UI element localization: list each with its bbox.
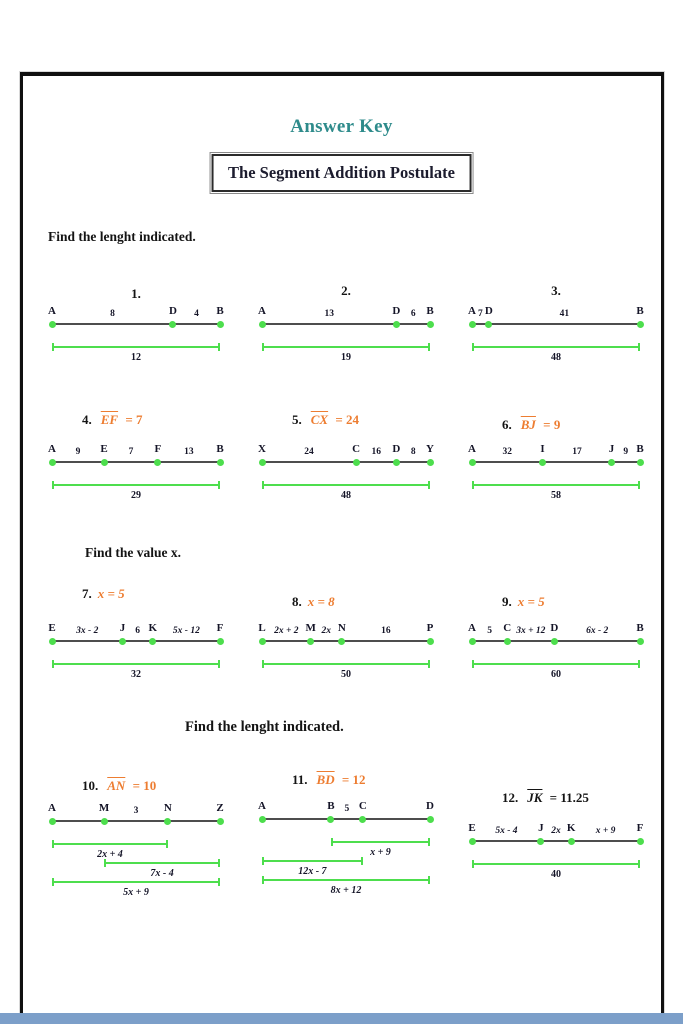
problem-number: 8.	[292, 594, 302, 609]
problem-5	[250, 412, 455, 501]
point-dot	[49, 459, 56, 466]
equation-value: = 7	[122, 412, 143, 427]
point-dot	[217, 818, 224, 825]
measure-line-bar	[54, 663, 218, 665]
measure-line-bar	[54, 881, 218, 883]
point-dot	[353, 459, 360, 466]
measure-line	[472, 481, 640, 489]
segment-length-label: 13	[324, 308, 334, 319]
equation-value: = 10	[129, 778, 157, 793]
segment-line	[262, 461, 430, 463]
point-dot	[637, 459, 644, 466]
equation-value: = 12	[338, 772, 366, 787]
point-dot	[537, 838, 544, 845]
measure-line-bar	[264, 484, 428, 486]
measure-label: 12x - 7	[298, 866, 327, 877]
segment-diagram	[468, 305, 644, 365]
point-dot	[539, 459, 546, 466]
problem-10	[40, 778, 245, 898]
point-dot	[469, 459, 476, 466]
measure-label: 40	[551, 869, 561, 880]
problem-3	[460, 283, 665, 363]
problem-header	[250, 412, 455, 428]
segment-length-label: 24	[304, 446, 314, 457]
point-label: C	[503, 622, 512, 634]
point-label: A	[468, 622, 476, 634]
problem-9	[460, 594, 665, 680]
measure-line-bar	[264, 346, 428, 348]
problem-header	[40, 412, 245, 428]
point-dot	[154, 459, 161, 466]
equation-value: = 11.25	[546, 790, 589, 805]
problem-12	[460, 790, 665, 880]
point-label: X	[258, 443, 266, 455]
point-label: E	[100, 443, 108, 455]
measure-label: 5x + 9	[123, 887, 149, 898]
measure-line-bar	[54, 346, 218, 348]
measure-line	[262, 857, 363, 865]
segment-length-label: 2x	[321, 625, 331, 636]
point-label: D	[550, 622, 559, 634]
point-label: I	[540, 443, 545, 455]
point-label: A	[48, 802, 56, 814]
measure-line-bar	[474, 484, 638, 486]
section-heading-find-length-1: Find the lenght indicated.	[48, 229, 196, 244]
segment-length-label: 3	[133, 805, 139, 816]
point-dot	[259, 816, 266, 823]
segment-length-label: 2x	[551, 825, 561, 836]
segment-diagram	[258, 443, 434, 503]
point-dot	[164, 818, 171, 825]
point-dot	[49, 818, 56, 825]
point-dot	[217, 459, 224, 466]
point-dot	[359, 816, 366, 823]
point-dot	[49, 321, 56, 328]
point-dot	[427, 638, 434, 645]
point-label: B	[216, 443, 224, 455]
measure-line	[52, 660, 220, 668]
problem-number: 5.	[292, 412, 302, 427]
point-dot	[259, 638, 266, 645]
measure-label: 32	[131, 669, 141, 680]
problem-header	[472, 283, 640, 299]
measure-line	[104, 859, 220, 867]
measure-line-bar	[474, 346, 638, 348]
point-label: F	[636, 822, 644, 834]
point-dot	[327, 816, 334, 823]
measure-line-bar	[264, 860, 361, 862]
section-heading-find-value-x: Find the value x.	[85, 545, 182, 560]
equation-value: = 9	[539, 417, 561, 432]
problem-number: 7.	[82, 586, 92, 601]
point-label: D	[484, 305, 493, 317]
point-dot	[259, 459, 266, 466]
point-label: D	[392, 443, 401, 455]
measure-label: 60	[551, 669, 561, 680]
measure-label: 48	[341, 490, 351, 501]
equation-value: = 24	[332, 412, 360, 427]
point-label: A	[48, 305, 56, 317]
point-label: A	[468, 443, 476, 455]
point-dot	[427, 321, 434, 328]
problem-number: 2.	[341, 283, 351, 298]
point-label: D	[426, 800, 434, 812]
problem-number: 4.	[82, 412, 92, 427]
point-dot	[217, 638, 224, 645]
problem-header	[250, 772, 455, 788]
measure-line-bar	[54, 843, 166, 845]
segment-diagram	[468, 622, 644, 682]
measure-line	[262, 876, 430, 884]
point-label: E	[468, 822, 476, 834]
segment-line	[262, 323, 430, 325]
problem-number: 10.	[82, 778, 99, 793]
point-label: B	[327, 800, 335, 812]
point-dot	[637, 838, 644, 845]
point-dot	[259, 321, 266, 328]
segment-length-label: 5	[344, 803, 350, 814]
point-dot	[393, 321, 400, 328]
segment-length-label: 2x + 2	[274, 625, 299, 636]
point-label: D	[168, 305, 177, 317]
segment-line	[472, 323, 640, 325]
measure-line	[472, 343, 640, 351]
segment-length-label: 6x - 2	[586, 625, 609, 636]
segment-length-label: 7	[478, 308, 483, 319]
segment-length-label: x + 9	[595, 825, 616, 836]
segment-length-label: 8	[410, 446, 416, 457]
measure-line-bar	[54, 484, 218, 486]
measure-label: 29	[131, 490, 141, 501]
point-dot	[637, 638, 644, 645]
segment-diagram	[468, 443, 644, 503]
answer-key-title: Answer Key	[290, 116, 393, 137]
answer-value: x = 5	[97, 586, 125, 601]
measure-line	[52, 840, 168, 848]
point-dot	[393, 459, 400, 466]
problem-header	[250, 594, 455, 610]
point-dot	[551, 638, 558, 645]
point-dot	[119, 638, 126, 645]
measure-label: 50	[341, 669, 351, 680]
point-label: K	[148, 622, 158, 634]
measure-line-bar	[333, 841, 428, 843]
segment-line	[472, 840, 640, 842]
measure-label: x + 9	[370, 847, 391, 858]
segment-length-label: 17	[572, 446, 582, 457]
equation-segment-name: $\overline{BJ}$	[520, 417, 536, 432]
footer-bar	[0, 1013, 683, 1024]
point-dot	[469, 838, 476, 845]
problem-11	[250, 772, 455, 896]
segment-line	[262, 640, 430, 642]
segment-length-label: 16	[381, 625, 391, 636]
measure-line-bar	[474, 863, 638, 865]
point-label: F	[154, 443, 162, 455]
point-dot	[504, 638, 511, 645]
segment-length-label: 7	[128, 446, 134, 457]
measure-line	[52, 481, 220, 489]
equation-segment-name: $\overline{BD}$	[316, 772, 335, 787]
segment-line	[262, 818, 430, 820]
point-dot	[427, 816, 434, 823]
point-dot	[608, 459, 615, 466]
segment-length-label: 9	[75, 446, 81, 457]
measure-label: 48	[551, 352, 561, 363]
point-label: M	[305, 622, 316, 634]
problem-number: 12.	[502, 790, 519, 805]
point-label: J	[119, 622, 126, 634]
point-dot	[169, 321, 176, 328]
problem-header	[460, 790, 665, 806]
segment-line	[52, 820, 220, 822]
point-label: J	[538, 822, 544, 834]
measure-label: 19	[341, 352, 351, 363]
equation-segment-name: $\overline{CX}$	[310, 412, 329, 427]
point-label: J	[608, 443, 615, 455]
point-dot	[568, 838, 575, 845]
measure-line	[262, 343, 430, 351]
measure-label: 8x + 12	[330, 885, 362, 896]
problem-header	[460, 417, 665, 433]
segment-line	[52, 461, 220, 463]
point-dot	[427, 459, 434, 466]
point-label: A	[468, 305, 476, 317]
segment-line	[52, 323, 220, 325]
segment-diagram	[258, 305, 434, 365]
point-label: P	[426, 622, 434, 634]
measure-label: 58	[551, 490, 561, 501]
segment-length-label: 6	[135, 625, 141, 636]
point-label: A	[48, 443, 56, 455]
problem-number: 11.	[292, 772, 308, 787]
segment-diagram	[48, 305, 224, 365]
measure-label: 2x + 4	[97, 849, 123, 860]
segment-length-label: 3x - 2	[76, 625, 99, 636]
equation-segment-name: $\overline{JK}$	[527, 790, 543, 805]
point-label: N	[337, 622, 346, 634]
segment-length-label: 6	[410, 308, 416, 319]
segment-length-label: 16	[371, 446, 381, 457]
measure-line-bar	[106, 862, 218, 864]
point-label: K	[566, 822, 576, 834]
point-dot	[149, 638, 156, 645]
point-label: N	[163, 802, 172, 814]
segment-diagram	[258, 622, 434, 682]
point-label: C	[358, 800, 367, 812]
point-dot	[217, 321, 224, 328]
problem-header	[460, 594, 665, 610]
equation-segment-name: $\overline{AN}$	[107, 778, 126, 793]
point-label: B	[216, 305, 224, 317]
problem-7	[40, 586, 245, 680]
problem-1	[40, 286, 245, 363]
point-dot	[101, 818, 108, 825]
point-dot	[338, 638, 345, 645]
point-dot	[49, 638, 56, 645]
segment-length-label: 13	[184, 446, 194, 457]
problem-6	[460, 417, 665, 501]
point-label: B	[636, 622, 644, 634]
segment-length-label: 3x + 12	[516, 625, 546, 636]
measure-line	[472, 860, 640, 868]
point-label: B	[426, 305, 434, 317]
segment-line	[52, 640, 220, 642]
problem-4	[40, 412, 245, 501]
point-dot	[101, 459, 108, 466]
segment-diagram	[468, 822, 644, 882]
worksheet-title: The Segment Addition Postulate	[211, 154, 472, 192]
measure-line-bar	[474, 663, 638, 665]
point-dot	[637, 321, 644, 328]
point-dot	[307, 638, 314, 645]
problem-number: 6.	[502, 417, 512, 432]
segment-length-label: 5x - 4	[495, 825, 518, 836]
problem-number: 1.	[131, 286, 141, 301]
point-label: A	[258, 800, 266, 812]
problem-header	[52, 286, 220, 302]
measure-label: 12	[131, 352, 141, 363]
measure-line	[331, 838, 430, 846]
segment-diagram	[258, 800, 434, 900]
point-label: A	[258, 305, 266, 317]
segment-length-label: 9	[623, 446, 629, 457]
problem-8	[250, 594, 455, 680]
point-label: L	[258, 622, 266, 634]
segment-length-label: 32	[502, 446, 513, 457]
point-dot	[469, 638, 476, 645]
point-label: B	[636, 305, 644, 317]
measure-line-bar	[264, 663, 428, 665]
point-label: D	[392, 305, 401, 317]
answer-value: x = 8	[307, 594, 335, 609]
measure-label: 7x - 4	[150, 868, 174, 879]
point-label: B	[636, 443, 644, 455]
problem-header	[40, 778, 245, 794]
measure-line	[472, 660, 640, 668]
segment-length-label: 8	[110, 308, 115, 319]
problem-2	[250, 283, 455, 363]
segment-length-label: 4	[194, 308, 199, 319]
segment-length-label: 5x - 12	[172, 625, 200, 636]
point-label: E	[48, 622, 56, 634]
segment-diagram	[48, 802, 224, 902]
equation-segment-name: $\overline{EF}$	[100, 412, 119, 427]
point-label: Y	[426, 443, 434, 455]
point-label: Z	[216, 802, 224, 814]
segment-length-label: 5	[487, 625, 492, 636]
point-dot	[469, 321, 476, 328]
measure-line	[262, 481, 430, 489]
point-label: C	[352, 443, 361, 455]
measure-line	[52, 878, 220, 886]
measure-line	[262, 660, 430, 668]
section-heading-find-length-2: Find the lenght indicated.	[185, 719, 344, 735]
answer-value: x = 5	[517, 594, 545, 609]
point-label: F	[216, 622, 224, 634]
problem-number: 9.	[502, 594, 512, 609]
problem-number: 3.	[551, 283, 561, 298]
problem-header	[262, 283, 430, 299]
segment-diagram	[48, 622, 224, 682]
measure-line-bar	[264, 879, 428, 881]
point-label: M	[98, 802, 110, 814]
segment-length-label: 41	[559, 308, 570, 319]
measure-line	[52, 343, 220, 351]
point-dot	[485, 321, 492, 328]
problem-header	[40, 586, 245, 602]
segment-diagram	[48, 443, 224, 503]
